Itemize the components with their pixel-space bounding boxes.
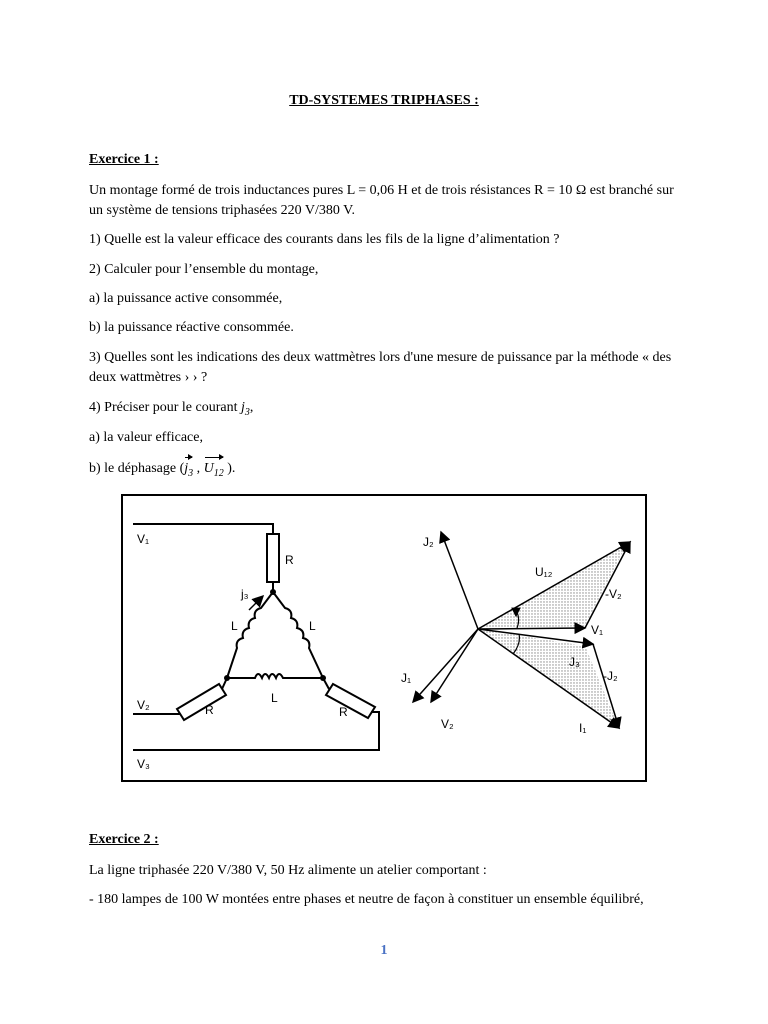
exercise-1-heading: Exercice 1 :	[89, 152, 159, 167]
vector-j3: $j_3$	[184, 459, 193, 484]
inductor-right	[273, 592, 323, 678]
page-number: 1	[380, 943, 388, 958]
exercise-2-item-1: - 180 lampes de 100 W montées entre phases et neutre de façon à constituer un ensemble équilibré,	[89, 892, 644, 907]
label-r-right: R	[339, 705, 348, 719]
label-v1: V₁	[137, 532, 150, 546]
label-v3: V₃	[137, 757, 150, 771]
phasor-v1	[478, 628, 585, 629]
question-2: 2) Calculer pour l’ensemble du montage,	[89, 262, 319, 277]
exercise-1-intro: Un montage formé de trois inductances pures L = 0,06 H et de trois résistances R = 10 Ω est branché sur un système de tensions triphasées 220 V/380 V.	[89, 183, 674, 218]
label-l-left: L	[231, 619, 238, 633]
question-1: 1) Quelle est la valeur efficace des courants dans les fils de la ligne d’alimentation ?	[89, 232, 560, 247]
resistor-left	[177, 684, 226, 720]
label-phasor-u12: U₁₂	[535, 565, 553, 579]
question-4b	[89, 459, 689, 484]
label-r-top: R	[285, 553, 294, 567]
label-j3: j₃	[241, 587, 249, 601]
label-phasor-j3: J₃	[569, 655, 580, 669]
question-2b: b) la puissance réactive consommée.	[89, 320, 294, 335]
label-phasor-v1: V₁	[591, 623, 604, 637]
phasor-j1	[413, 629, 478, 702]
question-4-variable: j	[241, 400, 245, 415]
question-4b-prefix: b) le déphasage (	[89, 461, 185, 476]
question-3: 3) Quelles sont les indications des deux wattmètres lors d'une mesure de puissance par la méthode « des deux wattmètres › › ?	[89, 350, 672, 385]
question-4-prefix: 4) Préciser pour le courant	[89, 400, 241, 415]
question-4-suffix: ,	[249, 400, 254, 415]
resistor-top	[267, 534, 279, 582]
label-v2: V₂	[137, 698, 150, 712]
figure-svg	[123, 496, 645, 780]
circuit-and-phasor-figure	[121, 494, 647, 782]
question-4-subscript: 3	[244, 406, 250, 418]
page-title: TD-SYSTEMES TRIPHASES :	[289, 93, 479, 108]
exercise-2-heading: Exercice 2 :	[89, 832, 159, 847]
label-phasor-v2: V₂	[441, 717, 454, 731]
resistor-right	[326, 684, 375, 718]
phasor-v2	[431, 629, 478, 702]
inductor-bottom	[227, 674, 323, 678]
question-4	[89, 398, 689, 423]
question-4a: a) la valeur efficace,	[89, 430, 203, 445]
label-phasor-j1: J₁	[401, 671, 412, 685]
question-2a: a) la puissance active consommée,	[89, 291, 283, 306]
phasor-j2	[441, 532, 478, 629]
label-phasor-minus-v2: -V₂	[605, 587, 622, 601]
label-l-bottom: L	[271, 691, 278, 705]
label-l-right: L	[309, 619, 316, 633]
label-r-left: R	[205, 703, 214, 717]
vector-u12: $U_{12}$	[204, 459, 224, 484]
label-phasor-minus-j2: -J₂	[603, 669, 618, 683]
wire-v1	[133, 524, 273, 534]
exercise-2-intro: La ligne triphasée 220 V/380 V, 50 Hz alimente un atelier comportant :	[89, 863, 487, 878]
question-4b-suffix: ).	[223, 461, 236, 476]
label-phasor-i1: I₁	[579, 721, 587, 735]
inductor-left	[227, 592, 273, 678]
question-4b-separator: ,	[193, 461, 204, 476]
label-phasor-j2: J₂	[423, 535, 434, 549]
